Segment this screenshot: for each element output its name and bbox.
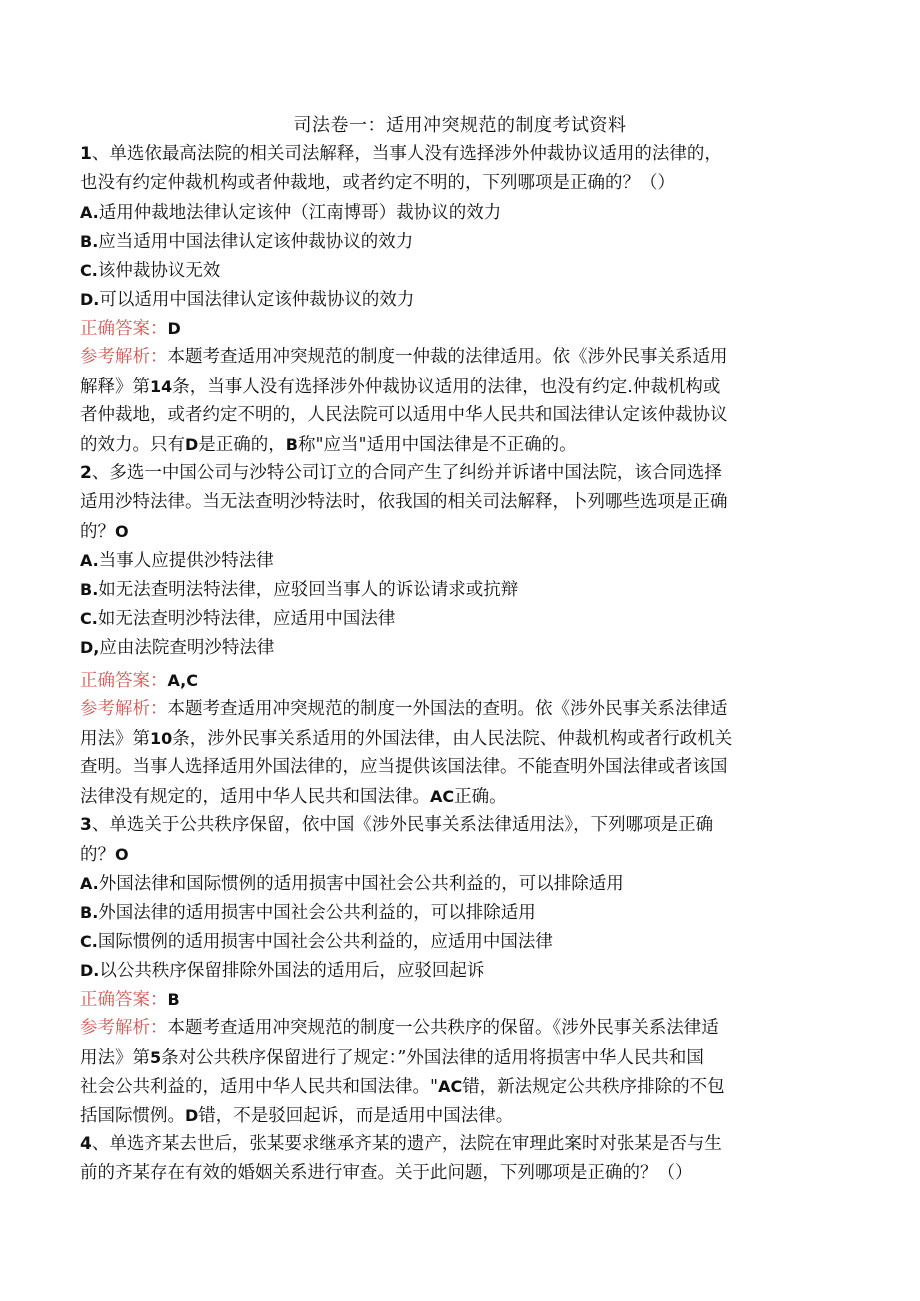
option-text: 应当适用中国法律认定该仲裁协议的效力	[98, 232, 414, 252]
analysis-option-ref: AC	[430, 787, 455, 806]
question-number: 2	[80, 463, 92, 483]
question-number: 1	[80, 144, 92, 164]
blank-marker: O	[115, 845, 129, 864]
answer-value: D	[167, 319, 181, 338]
analysis-text: 本题考查适用冲突规范的制度一仲裁的法律适用。依《涉外民事关系适用	[167, 347, 728, 367]
option-a	[80, 869, 840, 898]
analysis-text: 称"应当"适用中国法律是不正确的。	[297, 435, 577, 455]
answer-line	[80, 314, 840, 343]
analysis-line	[80, 1014, 840, 1043]
analysis-line	[80, 695, 840, 724]
option-letter: D.	[80, 290, 100, 309]
question-text: 也没有约定仲裁机构或者仲裁地，或者约定不明的，下列哪项是正确的？（）	[80, 173, 675, 193]
analysis-text: 用法》第	[80, 729, 150, 749]
option-text: 适用仲裁地法律认定该仲（江南博哥）裁协议的效力	[98, 203, 502, 223]
option-d	[80, 285, 840, 314]
analysis-text: 社会公共利益的，适用中华人民共和国法律。"	[80, 1077, 439, 1097]
answer-line	[80, 666, 840, 695]
option-letter: A.	[80, 551, 99, 570]
analysis-article-number: 5	[150, 1048, 162, 1067]
option-text: 外国法律和国际惯例的适用损害中国社会公共利益的，可以排除适用	[98, 874, 624, 894]
analysis-article-number: 10	[150, 729, 173, 748]
answer-value: B	[167, 990, 180, 1009]
page-title: 司法卷一：适用冲突规范的制度考试资料	[293, 115, 627, 136]
analysis-option-ref: B	[285, 435, 298, 454]
analysis-text: 本题考查适用冲突规范的制度一外国法的查明。依《涉外民事关系法律适	[167, 699, 728, 719]
option-text: 可以适用中国法律认定该仲裁协议的效力	[99, 290, 415, 310]
option-c	[80, 927, 840, 956]
question-text: 前的齐某存在有效的婚姻关系进行审查。关于此问题，下列哪项是正确的？（）	[80, 1163, 693, 1183]
analysis-text: 正确。	[454, 787, 507, 807]
document-body	[80, 140, 840, 1188]
option-text: 外国法律的适用损害中国社会公共利益的，可以排除适用	[98, 903, 536, 923]
analysis-option-ref: D	[185, 1106, 199, 1125]
option-b	[80, 575, 840, 604]
option-text: 如无法查明沙特法律，应适用中国法律	[97, 609, 396, 629]
option-letter: B.	[80, 232, 99, 251]
question-text: 适用沙特法律。当无法查明沙特法时，依我国的相关司法解释，卜列哪些选项是正确	[80, 492, 728, 512]
option-text: 应由法院查明沙特法律	[99, 638, 275, 658]
question-4-stem-cont	[80, 1159, 840, 1188]
option-b	[80, 898, 840, 927]
analysis-line	[80, 1043, 840, 1072]
analysis-label: 参考解析：	[80, 1018, 168, 1038]
option-c	[80, 256, 840, 285]
analysis-line	[80, 343, 840, 372]
answer-line	[80, 985, 840, 1014]
option-letter: D.	[80, 961, 100, 980]
question-text: 、单选齐某去世后，张某要求继承齐某的遗产，法院在审理此案时对张某是否与生	[91, 1134, 722, 1154]
option-text: 如无法查明法特法律，应驳回当事人的诉讼请求或抗辩	[98, 580, 519, 600]
option-letter: C.	[80, 609, 98, 628]
analysis-text: 是正确的，	[198, 435, 286, 455]
option-letter: A.	[80, 874, 99, 893]
option-text: 以公共秩序保留排除外国法的适用后，应驳回起诉	[99, 961, 485, 981]
option-text: 该仲裁协议无效	[97, 261, 221, 281]
question-2-stem-cont	[80, 488, 840, 517]
option-letter: D,	[80, 638, 100, 657]
analysis-text: 法律没有规定的，适用中华人民共和国法律。	[80, 787, 430, 807]
question-text: 、单选依最高法院的相关司法解释，当事人没有选择涉外仲裁协议适用的法律的，	[91, 144, 722, 164]
analysis-text: 条，涉外民事关系适用的外国法律，由人民法院、仲裁机构或者行政机关	[172, 729, 733, 749]
analysis-text: 条，当事人没有选择涉外仲裁协议适用的法律，也没有约定.仲裁机构或	[172, 377, 721, 397]
option-letter: C.	[80, 261, 98, 280]
analysis-line	[80, 1072, 840, 1101]
analysis-text: 错，不是驳回起诉，而是适用中国法律。	[198, 1106, 514, 1126]
analysis-text: 解释》第	[80, 377, 150, 397]
option-letter: C.	[80, 932, 98, 951]
analysis-line	[80, 724, 840, 753]
analysis-text: 查明。当事人选择适用外国法律的，应当提供该国法律。不能查明外国法律或者该国	[80, 757, 728, 777]
blank-marker: O	[115, 522, 129, 541]
option-c	[80, 604, 840, 633]
question-text: 、多选一中国公司与沙特公司订立的合同产生了纠纷并诉诸中国法院，该合同选择	[91, 463, 722, 483]
option-text: 当事人应提供沙特法律	[98, 551, 274, 571]
answer-label: 正确答案：	[80, 319, 168, 339]
option-d	[80, 956, 840, 985]
analysis-line	[80, 372, 840, 401]
analysis-text: 错，新法规定公共秩序排除的不包	[462, 1077, 725, 1097]
answer-value: A,C	[167, 671, 198, 690]
question-1-stem-cont	[80, 169, 840, 198]
question-number: 3	[80, 815, 92, 835]
analysis-label: 参考解析：	[80, 347, 168, 367]
analysis-text: 本题考查适用冲突规范的制度一公共秩序的保留。《涉外民事关系法律适	[167, 1018, 719, 1038]
option-d	[80, 633, 840, 662]
question-text: 的？	[80, 522, 115, 542]
option-a	[80, 546, 840, 575]
question-1-stem	[80, 140, 840, 169]
question-3-stem	[80, 811, 840, 840]
option-letter: B.	[80, 580, 99, 599]
analysis-option-ref: AC	[438, 1077, 463, 1096]
question-3-stem-cont	[80, 840, 840, 869]
analysis-text: 者仲裁地，或者约定不明的，人民法院可以适用中华人民共和国法律认定该仲裁协议	[80, 405, 728, 425]
question-2-stem	[80, 459, 840, 488]
analysis-line	[80, 401, 840, 430]
answer-label: 正确答案：	[80, 990, 168, 1010]
question-4-stem	[80, 1130, 840, 1159]
option-text: 国际惯例的适用损害中国社会公共利益的，应适用中国法律	[97, 932, 553, 952]
question-text: 的？	[80, 845, 115, 865]
question-text: 、单选关于公共秩序保留，依中国《涉外民事关系法律适用法》，下列哪项是正确	[91, 815, 714, 835]
question-number: 4	[80, 1134, 92, 1154]
analysis-option-ref: D	[185, 435, 199, 454]
analysis-line	[80, 753, 840, 782]
analysis-text: 用法》第	[80, 1048, 150, 1068]
analysis-line	[80, 1101, 840, 1130]
option-a	[80, 198, 840, 227]
analysis-line	[80, 782, 840, 811]
analysis-text: 条对公共秩序保留进行了规定：”外国法律的适用将损害中华人民共和国	[161, 1048, 704, 1068]
analysis-line	[80, 430, 840, 459]
answer-label: 正确答案：	[80, 671, 168, 691]
analysis-label: 参考解析：	[80, 699, 168, 719]
option-letter: B.	[80, 903, 99, 922]
option-letter: A.	[80, 203, 99, 222]
analysis-text: 括国际惯例。	[80, 1106, 185, 1126]
option-b	[80, 227, 840, 256]
analysis-article-number: 14	[150, 377, 173, 396]
analysis-text: 的效力。只有	[80, 435, 185, 455]
question-2-stem-cont	[80, 517, 840, 546]
